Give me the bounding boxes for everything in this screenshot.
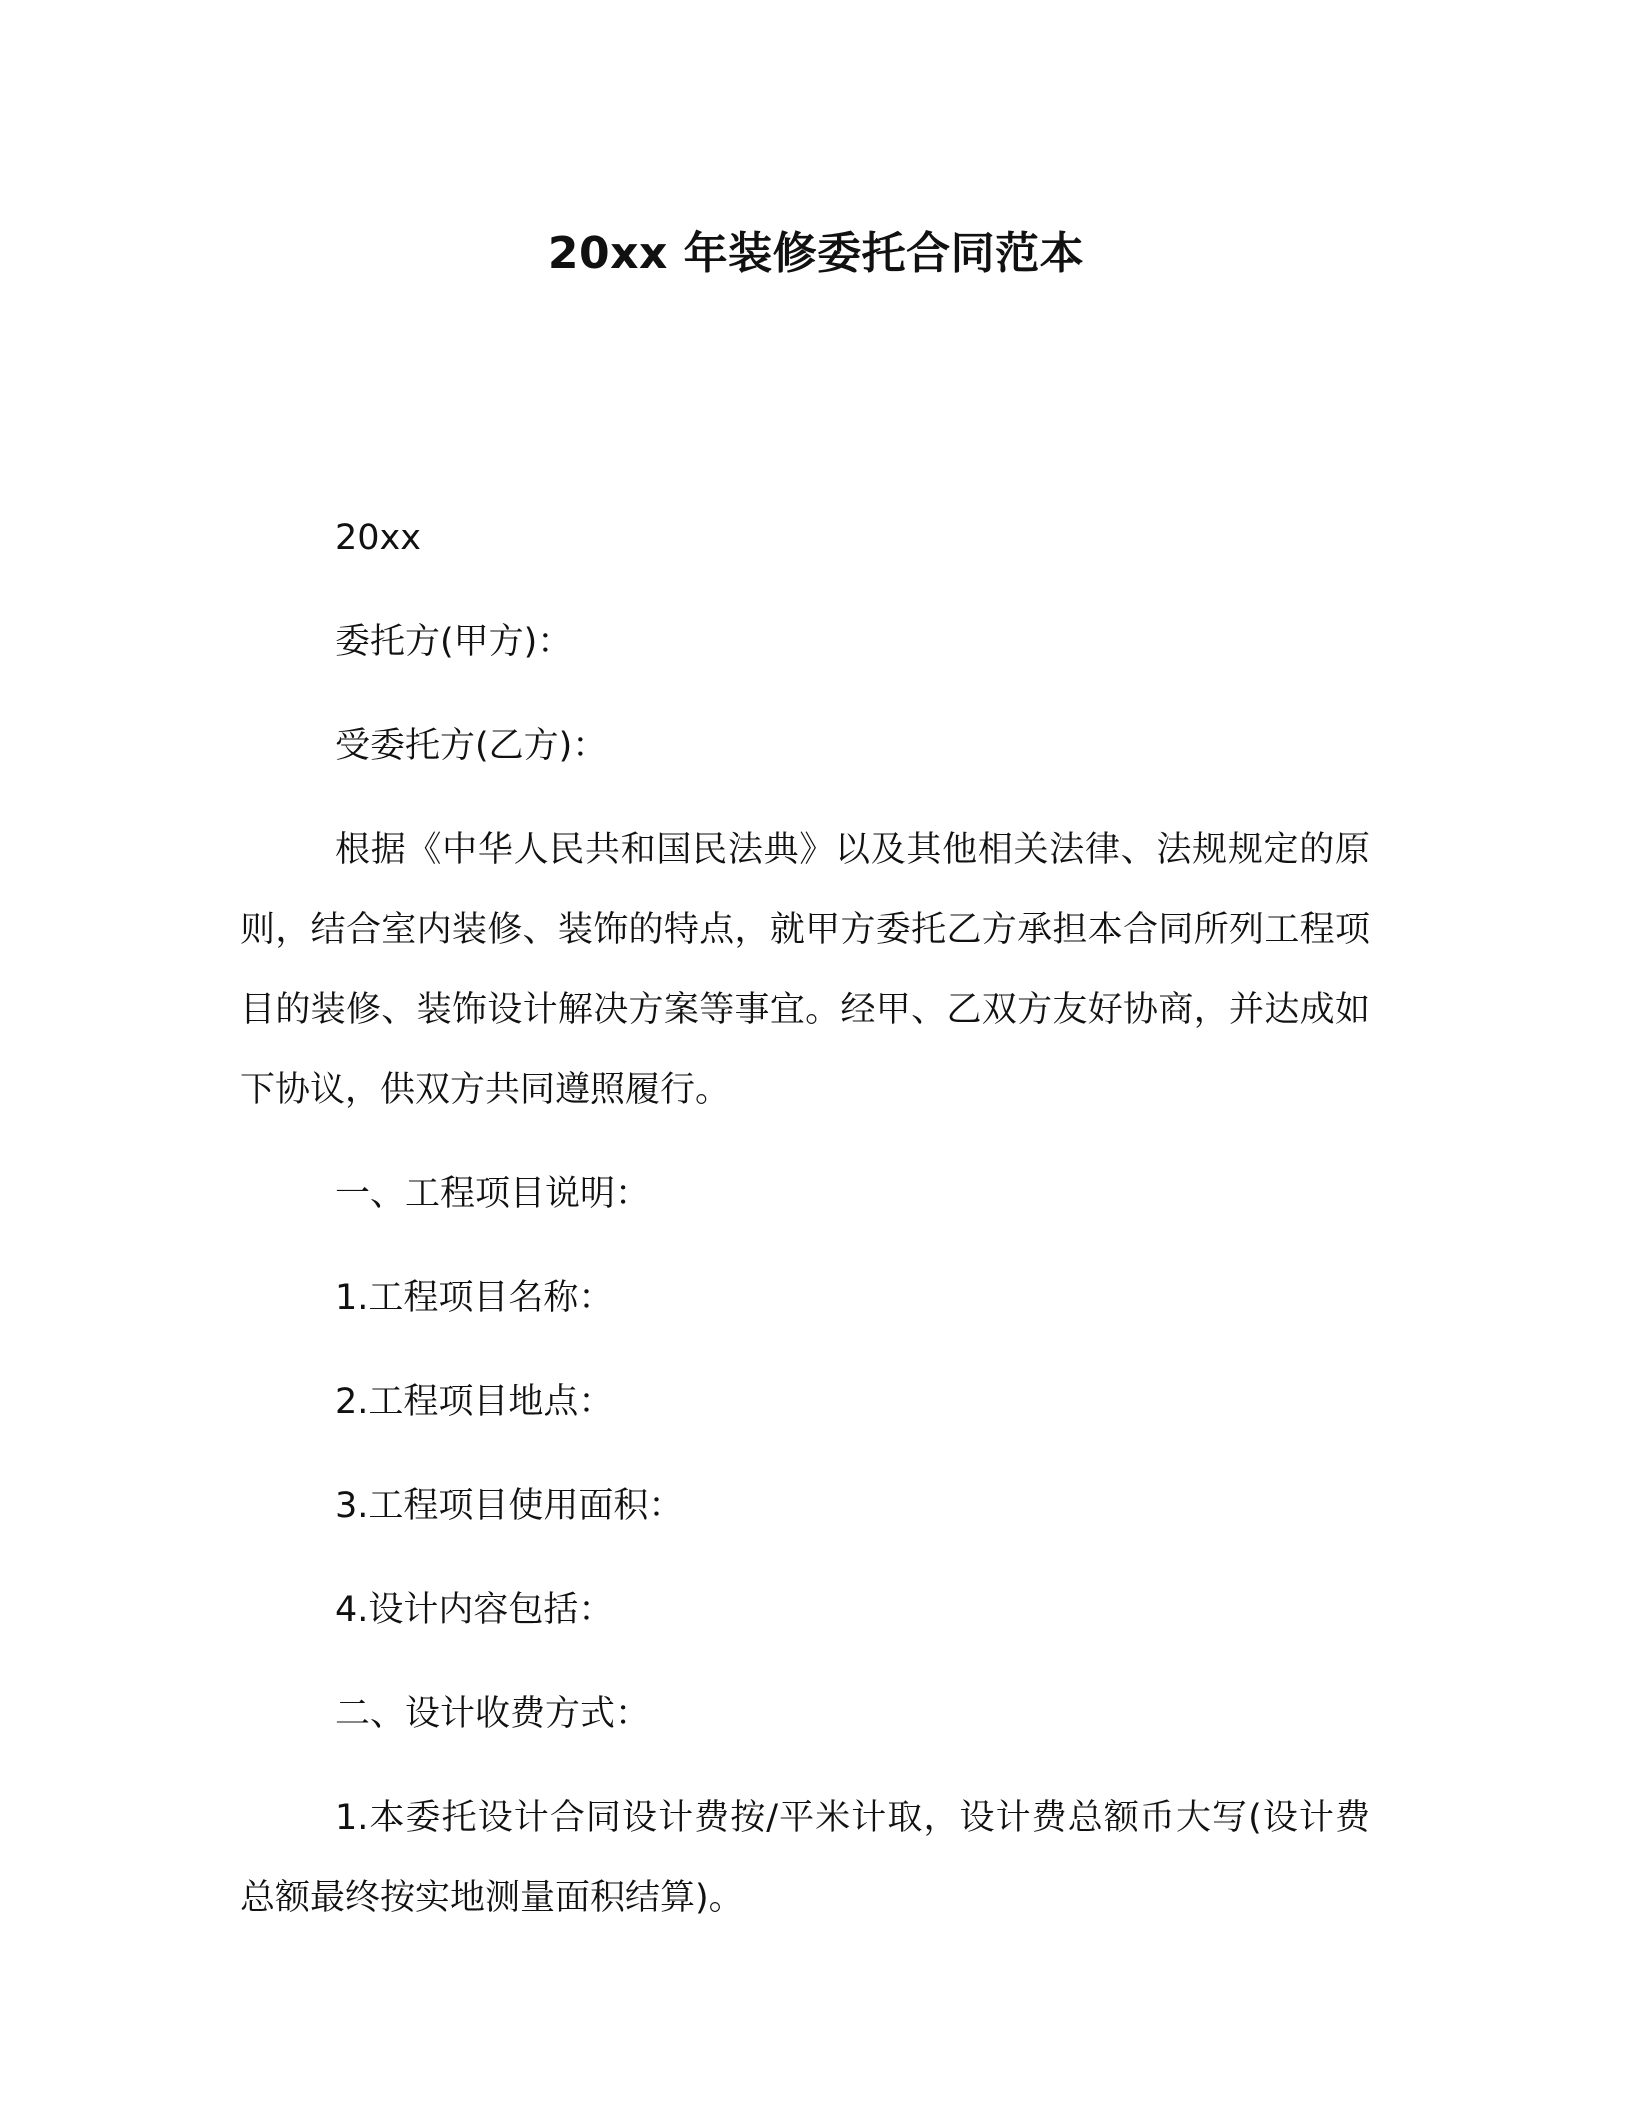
project-area-line: 3.工程项目使用面积：	[335, 1486, 684, 1526]
design-content-line: 4.设计内容包括：	[335, 1590, 614, 1630]
document-title: 20xx 年装修委托合同范本	[547, 228, 1085, 279]
fee-paragraph: 1.本委托设计合同设计费按/平米计取，设计费总额币大写(设计费总额最终按实地测量面积结算)。	[240, 1798, 1370, 1918]
section-1-heading: 一、工程项目说明：	[335, 1174, 651, 1214]
preamble-paragraph: 根据《中华人民共和国民法典》以及其他相关法律、法规规定的原则，结合室内装修、装饰的特点，就甲方委托乙方承担本合同所列工程项目的装修、装饰设计解决方案等事宜。经甲、乙双方友好协商，并达成如下协议，供双方共同遵照履行。	[240, 830, 1370, 1110]
party-a-line: 委托方(甲方)：	[335, 622, 573, 662]
section-2-heading: 二、设计收费方式：	[335, 1694, 651, 1734]
project-name-line: 1.工程项目名称：	[335, 1278, 614, 1318]
year-line: 20xx	[335, 518, 421, 558]
party-b-line: 受委托方(乙方)：	[335, 726, 608, 766]
document-body	[240, 498, 1370, 1962]
project-location-line: 2.工程项目地点：	[335, 1382, 614, 1422]
